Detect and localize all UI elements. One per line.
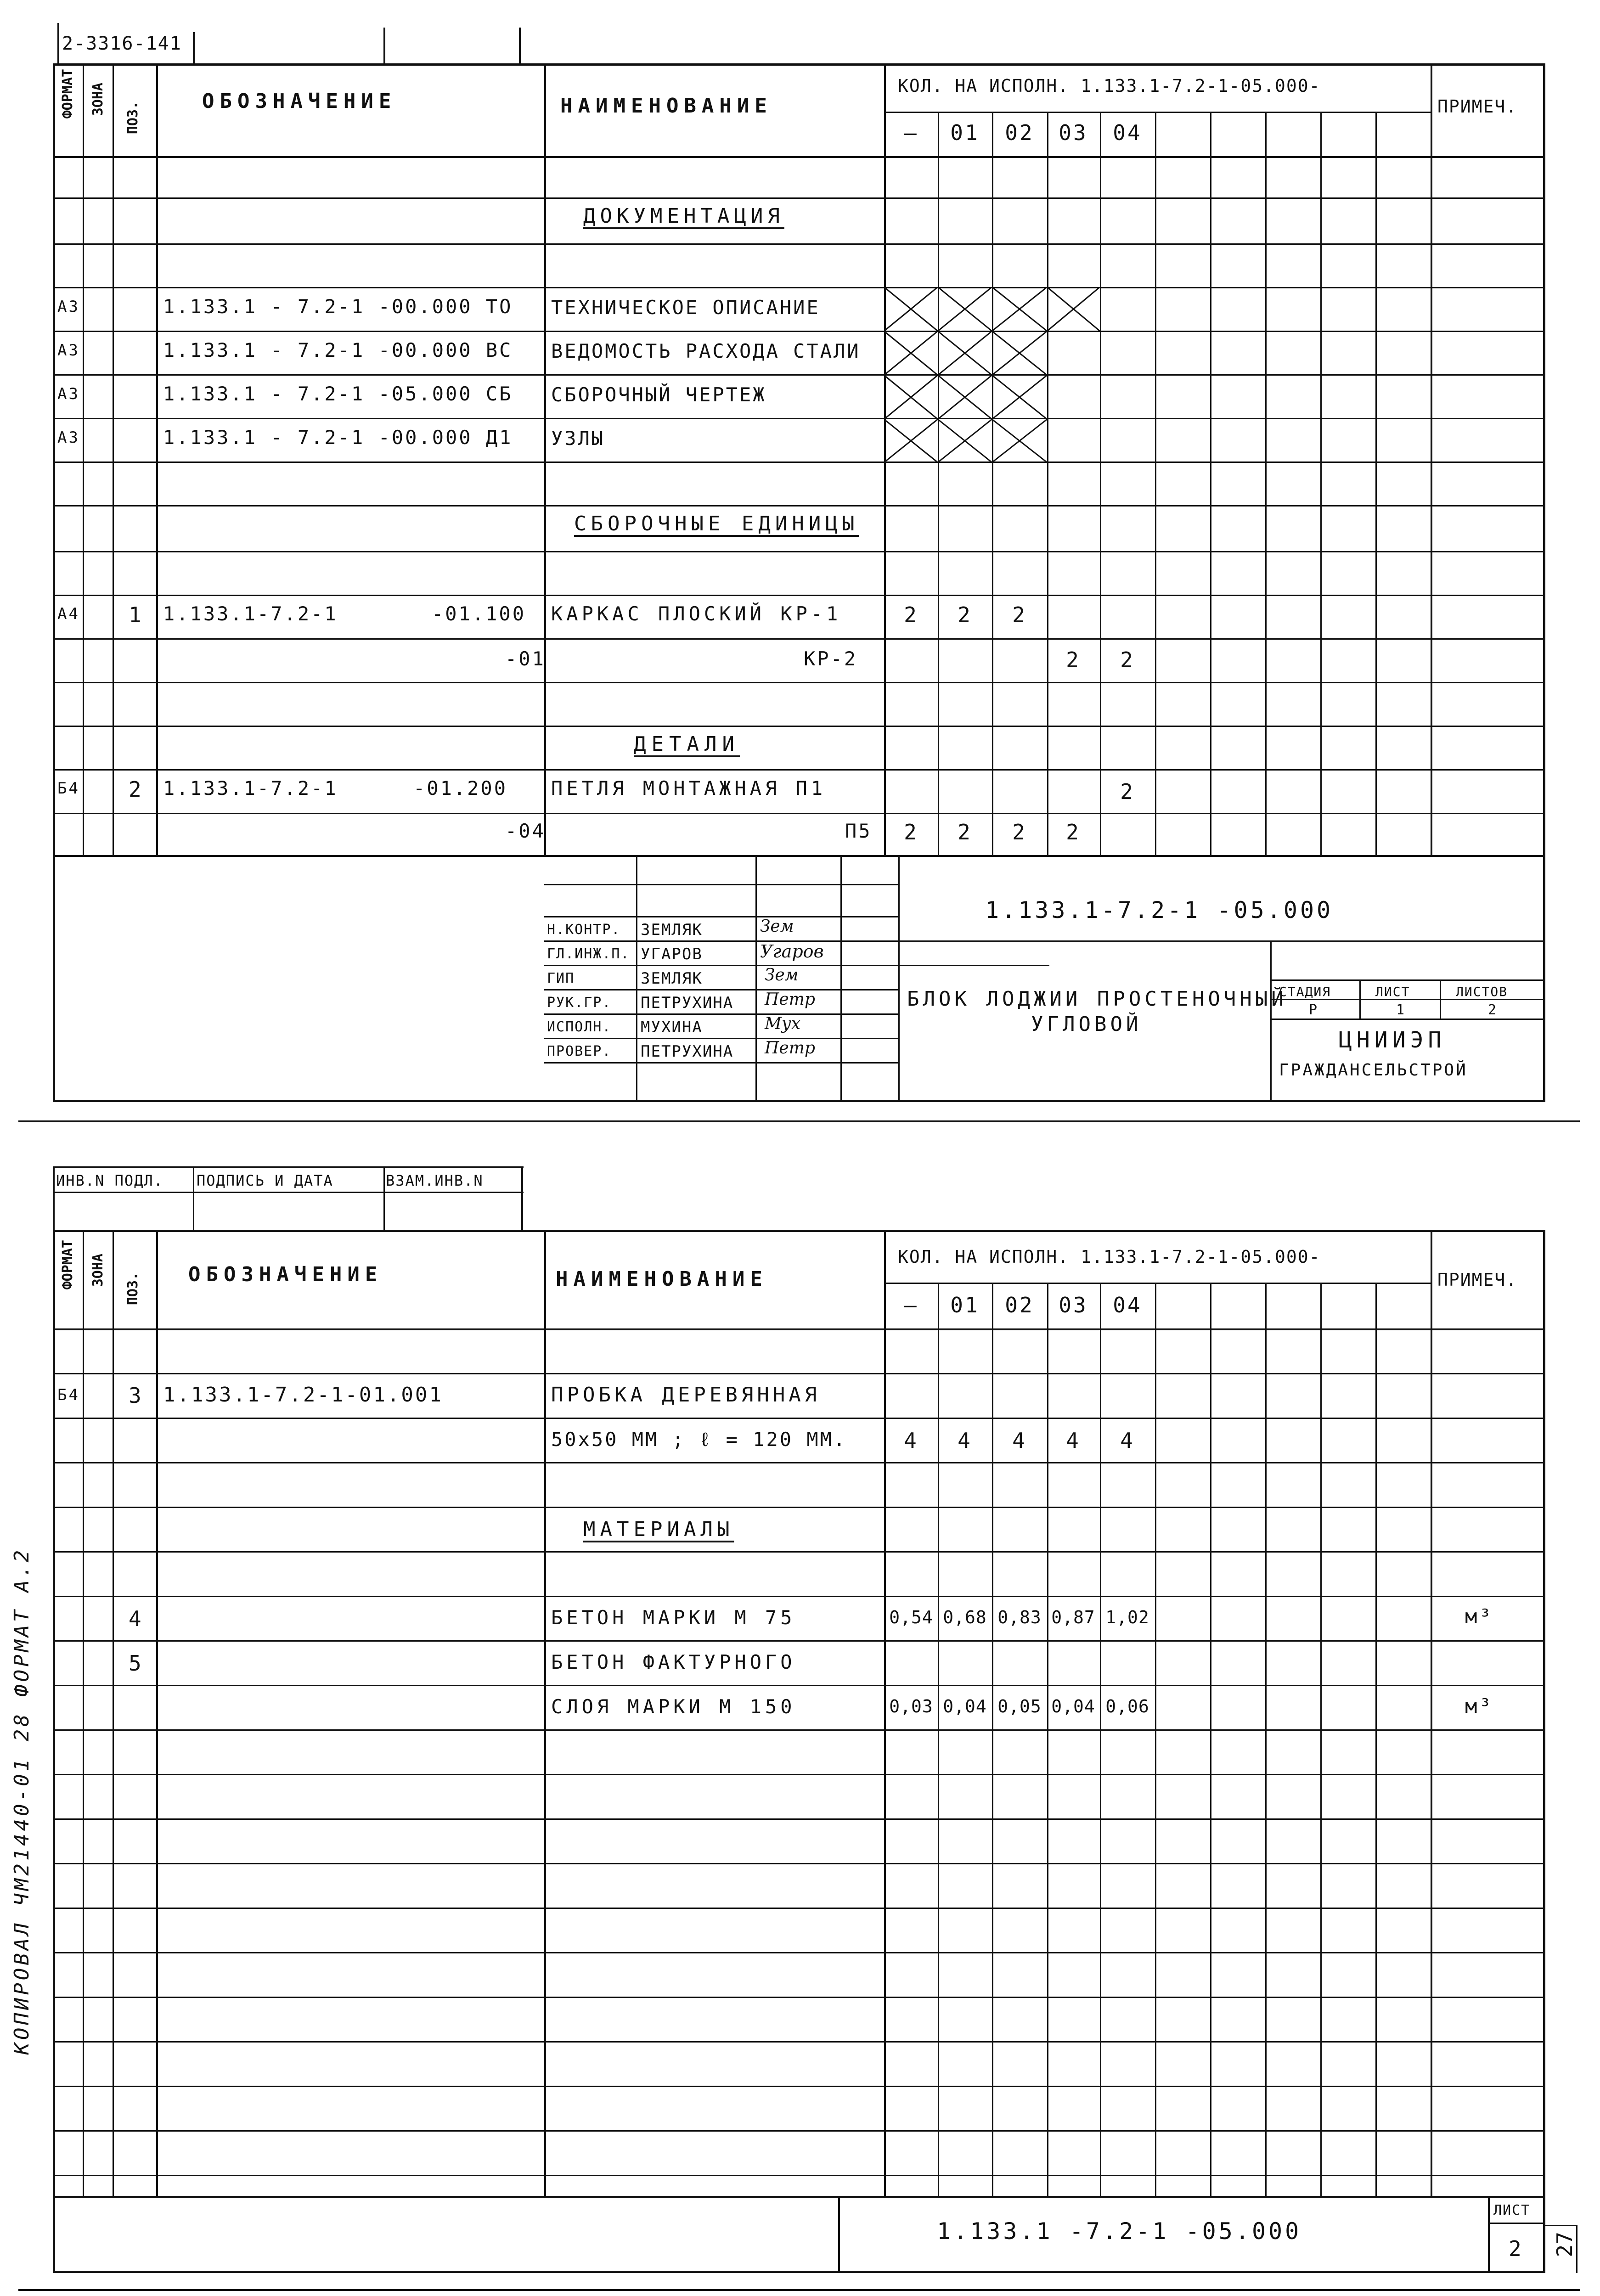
col-zone-header: ЗОНА [90, 83, 106, 116]
footer-sheet-label: ЛИСТ [1493, 2202, 1531, 2218]
signer-5-role: ИСПОЛН. [547, 1019, 612, 1035]
s2-row-2-q3: 4 [1066, 1428, 1081, 1453]
s2-row-5-q2: 0,05 [997, 1696, 1042, 1716]
col-format-header: ФОРМАТ [60, 69, 76, 119]
doc-row-1-fmt: А3 [57, 298, 80, 316]
tb-title-line2: УГЛОВОЙ [1031, 1013, 1142, 1036]
s2-row-1-fmt: Б4 [57, 1386, 80, 1404]
section-docs: ДОКУМЕНТАЦИЯ [583, 204, 784, 228]
tb-stage-label: СТАДИЯ [1279, 984, 1331, 999]
tb-doc-code: 1.133.1-7.2-1 -05.000 [985, 897, 1334, 923]
s2-row-4-name: БЕТОН ФАКТУРНОГО [551, 1651, 796, 1673]
s2-col-zone-header: ЗОНА [90, 1254, 106, 1287]
s2-row-5-name: СЛОЯ МАРКИ М 150 [551, 1695, 796, 1718]
asm-row-1-fmt: А4 [57, 605, 80, 623]
doc-row-2-name: ВЕДОМОСТЬ РАСХОДА СТАЛИ [551, 340, 861, 362]
signer-3-signature: Зем [765, 966, 799, 985]
s2-row-4-pos: 5 [129, 1651, 143, 1676]
sheet-1 [0, 0, 1600, 1120]
signer-6-signature: Петр [765, 1039, 815, 1058]
footer-doc-code: 1.133.1 -7.2-1 -05.000 [937, 2218, 1302, 2245]
sheet-separator [18, 1120, 1580, 1122]
s2-row-1-code: 1.133.1-7.2-1-01.001 [163, 1383, 443, 1407]
variant-4: 04 [1113, 120, 1142, 145]
variant-3: 03 [1059, 120, 1088, 145]
s2-col-pos-header: ПОЗ. [125, 1272, 141, 1306]
signer-1-signature: Зем [760, 917, 794, 936]
title-block [544, 856, 1545, 1102]
signer-5-name: МУХИНА [641, 1018, 703, 1036]
part-row-2-q3: 2 [1066, 820, 1081, 844]
signer-3-name: ЗЕМЛЯК [641, 969, 703, 988]
section-assemblies: СБОРОЧНЫЕ ЕДИНИЦЫ [574, 512, 859, 535]
doc-row-4-name: УЗЛЫ [551, 427, 605, 450]
doc-row-1-name: ТЕХНИЧЕСКОЕ ОПИСАНИЕ [551, 296, 820, 319]
s2-row-3-q1: 0,68 [943, 1607, 987, 1627]
s2-row-2-q1: 4 [958, 1428, 972, 1453]
tb-sheet: 1 [1396, 1002, 1406, 1018]
doc-row-3-code: 1.133.1 - 7.2-1 -05.000 СБ [163, 383, 513, 405]
s2-col-qty-header: КОЛ. НА ИСПОЛН. 1.133.1-7.2-1-05.000- [898, 1247, 1321, 1267]
s2-col-format-header: ФОРМАТ [60, 1240, 76, 1290]
signer-3-role: ГИП [547, 970, 575, 986]
col-qty-header: КОЛ. НА ИСПОЛН. 1.133.1-7.2-1-05.000- [898, 76, 1321, 96]
doc-row-2-code: 1.133.1 - 7.2-1 -00.000 ВС [163, 339, 513, 361]
s2-row-3-q0: 0,54 [889, 1607, 933, 1627]
s2-row-3-q3: 0,87 [1051, 1607, 1095, 1627]
asm-row-1-q2: 2 [1012, 602, 1027, 627]
signer-5-signature: Мух [765, 1014, 801, 1033]
s2-col-name-header: НАИМЕНОВАНИЕ [556, 1267, 768, 1291]
asm-row-1-q0: 2 [904, 602, 918, 627]
s2-variant-0: — [904, 1293, 918, 1317]
asm-row-2-code-suffix: -01 [505, 647, 546, 670]
tb-stage: Р [1309, 1002, 1318, 1018]
stamp-label-replaces: ВЗАМ.ИНВ.N [386, 1172, 484, 1189]
part-row-1-name: ПЕТЛЯ МОНТАЖНАЯ П1 [551, 777, 827, 799]
doc-row-3-fmt: А3 [57, 385, 80, 403]
asm-row-1-pos: 1 [129, 602, 143, 627]
s2-row-3-pos: 4 [129, 1606, 143, 1631]
tb-sheets-label: ЛИСТОВ [1456, 984, 1508, 999]
part-row-2-q2: 2 [1012, 820, 1027, 844]
page-number: 27 [1552, 2232, 1577, 2257]
s2-col-note-header: ПРИМЕЧ. [1437, 1270, 1518, 1290]
s2-variant-2: 02 [1005, 1293, 1034, 1317]
s2-row-2-name: 50х50 ММ ; ℓ = 120 ММ. [551, 1428, 847, 1451]
s2-row-3-q2: 0,83 [997, 1607, 1042, 1627]
col-name-header: НАИМЕНОВАНИЕ [560, 94, 772, 118]
part-row-1-fmt: Б4 [57, 779, 80, 798]
s2-row-1-pos: 3 [129, 1383, 143, 1408]
s2-row-5-note: м³ [1465, 1694, 1493, 1718]
s2-row-3-q4: 1,02 [1105, 1607, 1149, 1627]
signer-2-signature: Угаров [760, 941, 824, 962]
s2-variant-4: 04 [1113, 1293, 1142, 1317]
section-materials: МАТЕРИАЛЫ [583, 1518, 734, 1541]
signer-4-signature: Петр [765, 990, 815, 1009]
bottom-rule [18, 2289, 1580, 2291]
signer-6-role: ПРОВЕР. [547, 1043, 612, 1059]
stamp-label-inv: ИНВ.N ПОДЛ. [56, 1172, 163, 1189]
variant-2: 02 [1005, 120, 1034, 145]
crosshatch-cells [884, 287, 1155, 464]
s2-row-2-q4: 4 [1120, 1428, 1135, 1453]
asm-row-1-code: 1.133.1-7.2-1 [163, 602, 338, 625]
signer-4-name: ПЕТРУХИНА [641, 994, 734, 1012]
part-row-2-q1: 2 [958, 820, 972, 844]
part-row-1-code: 1.133.1-7.2-1 [163, 777, 338, 799]
doc-row-2-fmt: А3 [57, 341, 80, 360]
signer-1-name: ЗЕМЛЯК [641, 921, 703, 939]
stamp-label-sign-date: ПОДПИСЬ И ДАТА [197, 1172, 333, 1189]
signer-1-role: Н.КОНТР. [547, 922, 621, 938]
signer-2-name: УГАРОВ [641, 945, 703, 963]
signer-2-role: ГЛ.ИНЖ.П. [547, 946, 630, 962]
doc-row-3-name: СБОРОЧНЫЙ ЧЕРТЕЖ [551, 383, 766, 406]
asm-row-2-q4: 2 [1120, 647, 1135, 672]
s2-row-3-note: м³ [1465, 1605, 1493, 1628]
doc-row-4-code: 1.133.1 - 7.2-1 -00.000 Д1 [163, 426, 513, 449]
variant-1: 01 [950, 120, 980, 145]
s2-col-designation-header: ОБОЗНАЧЕНИЕ [188, 1263, 383, 1286]
tb-org-2: ГРАЖДАНСЕЛЬСТРОЙ [1279, 1061, 1468, 1080]
s2-row-5-q3: 0,04 [1051, 1696, 1095, 1716]
asm-row-1-q1: 2 [958, 602, 972, 627]
top-code: 2-3316-141 [62, 33, 182, 54]
footer-sheet-number: 2 [1509, 2236, 1522, 2261]
s2-row-2-q2: 4 [1012, 1428, 1027, 1453]
signer-4-role: РУК.ГР. [547, 995, 612, 1011]
col-pos-header: ПОЗ. [125, 101, 141, 135]
asm-row-2-name: КР-2 [804, 647, 858, 670]
s2-variant-3: 03 [1059, 1293, 1088, 1317]
s2-variant-1: 01 [950, 1293, 980, 1317]
tb-org-1: ЦНИИЭП [1339, 1027, 1446, 1053]
part-row-1-code-suffix: -01.200 [413, 777, 508, 799]
tb-title-line1: БЛОК ЛОДЖИИ ПРОСТЕНОЧНЫЙ [907, 987, 1287, 1011]
doc-row-4-fmt: А3 [57, 428, 80, 447]
col-note-header: ПРИМЕЧ. [1437, 96, 1518, 117]
s2-row-3-name: БЕТОН МАРКИ М 75 [551, 1606, 796, 1629]
s2-row-1-name: ПРОБКА ДЕРЕВЯННАЯ [551, 1383, 821, 1407]
tb-sheet-label: ЛИСТ [1375, 984, 1410, 999]
part-row-2-code-suffix: -04 [505, 820, 546, 842]
s2-row-5-q4: 0,06 [1105, 1696, 1149, 1716]
s2-row-2-q0: 4 [904, 1428, 918, 1453]
part-row-2-q0: 2 [904, 820, 918, 844]
variant-0: — [904, 120, 918, 145]
part-row-1-q4: 2 [1120, 779, 1135, 804]
part-row-1-pos: 2 [129, 777, 143, 802]
side-copy-text: КОПИРОВАЛ ЧМ21440-01 28 ФОРМАТ А.2 [10, 1548, 34, 2055]
tb-sheets: 2 [1488, 1002, 1498, 1018]
sheet-2 [0, 1148, 1600, 2296]
col-designation-header: ОБОЗНАЧЕНИЕ [202, 90, 397, 113]
doc-row-1-code: 1.133.1 - 7.2-1 -00.000 ТО [163, 295, 513, 318]
section-parts: ДЕТАЛИ [634, 732, 740, 756]
s2-row-5-q1: 0,04 [943, 1696, 987, 1716]
asm-row-1-name: КАРКАС ПЛОСКИЙ КР-1 [551, 602, 842, 625]
s2-row-5-q0: 0,03 [889, 1696, 933, 1716]
part-row-2-name: П5 [845, 820, 872, 842]
asm-row-1-code-suffix: -01.100 [432, 602, 526, 625]
signer-6-name: ПЕТРУХИНА [641, 1042, 734, 1061]
asm-row-2-q3: 2 [1066, 647, 1081, 672]
